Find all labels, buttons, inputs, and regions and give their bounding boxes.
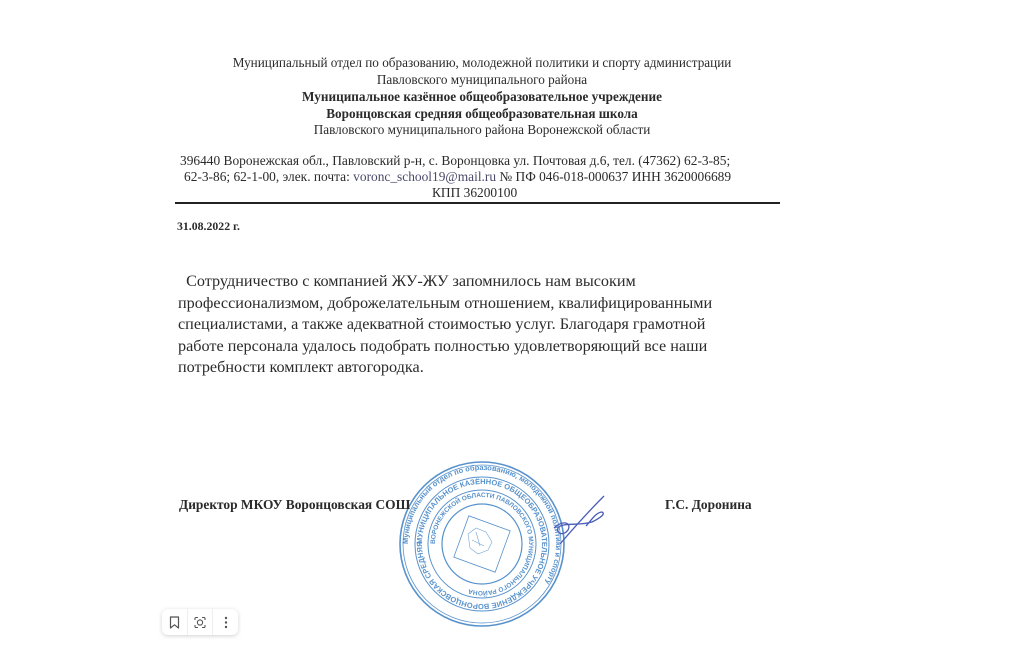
more-icon — [224, 616, 228, 629]
body-line: специалистами, а также адекватной стоимостью услуг. Благодаря грамотной — [178, 315, 706, 333]
email-link: voronc_school19@mail.ru — [353, 169, 497, 184]
letterhead-line-district: Павловского муниципального района — [376, 72, 588, 87]
signatory-position: Директор МКОУ Воронцовская СОШ — [179, 497, 411, 512]
document-date: 31.08.2022 г. — [177, 219, 241, 233]
body-line: работе персонала удалось подобрать полностью удовлетворяющий все наши — [178, 336, 708, 355]
signatory-name: Г.С. Доронина — [665, 497, 752, 512]
handwritten-signature — [550, 492, 610, 547]
image-hover-toolbar — [162, 609, 238, 635]
letterhead-line-region: Павловского муниципального района Воронежской области — [313, 122, 651, 137]
kpp-number: КПП 36200100 — [432, 185, 518, 200]
letterhead-line-school: Воронцовская средняя общеобразовательная школа — [326, 106, 638, 121]
body-line: профессионализмом, доброжелательным отношением, квалифицированными — [178, 293, 713, 312]
stamp-middle-text: МУНИЦИПАЛЬНОЕ КАЗЁННОЕ ОБЩЕОБРАЗОВАТЕЛЬНОЕ УЧРЕЖДЕНИЕ ВОРОНЦОВСКАЯ СРЕДНЯЯ — [414, 476, 550, 612]
contacts-prefix: 62-3-86; 62-1-00, элек. почта: — [184, 169, 354, 184]
official-stamp — [398, 460, 566, 628]
body-line: Сотрудничество с компанией ЖУ-ЖУ запомнилось нам высоким — [178, 272, 636, 290]
address-line-1: 396440 Воронежская обл., Павловский р-н, с. Воронцовка ул. Почтовая д.6, тел. (47362) 62-3-85; — [180, 153, 731, 168]
letterhead-line-institution: Муниципальное казённое общеобразовательное учреждение — [302, 89, 662, 104]
address-line-2 — [184, 169, 731, 185]
lens-icon — [193, 616, 207, 629]
lens-search-button[interactable] — [187, 609, 213, 635]
letterhead-line-dept: Муниципальный отдел по образованию, молодежной политики и спорту администрации — [232, 55, 732, 70]
bookmark-icon — [169, 616, 180, 629]
letterhead-separator — [175, 202, 780, 204]
more-options-button[interactable] — [212, 609, 238, 635]
body-line: потребности комплект автогородка. — [178, 358, 424, 376]
registration-numbers: № ПФ 046-018-000637 ИНН 3620006689 — [496, 169, 732, 184]
stamp-inner-text: ВОРОНЕЖСКОЙ ОБЛАСТИ ПАВЛОВСКОГО МУНИЦИПАЛЬНОГО РАЙОНА — [429, 491, 535, 597]
bookmark-button[interactable] — [162, 609, 187, 635]
letter-body — [178, 271, 712, 379]
stamp-outer-text: Муниципальный отдел по образованию, молодежной политики и спорту — [400, 462, 564, 587]
